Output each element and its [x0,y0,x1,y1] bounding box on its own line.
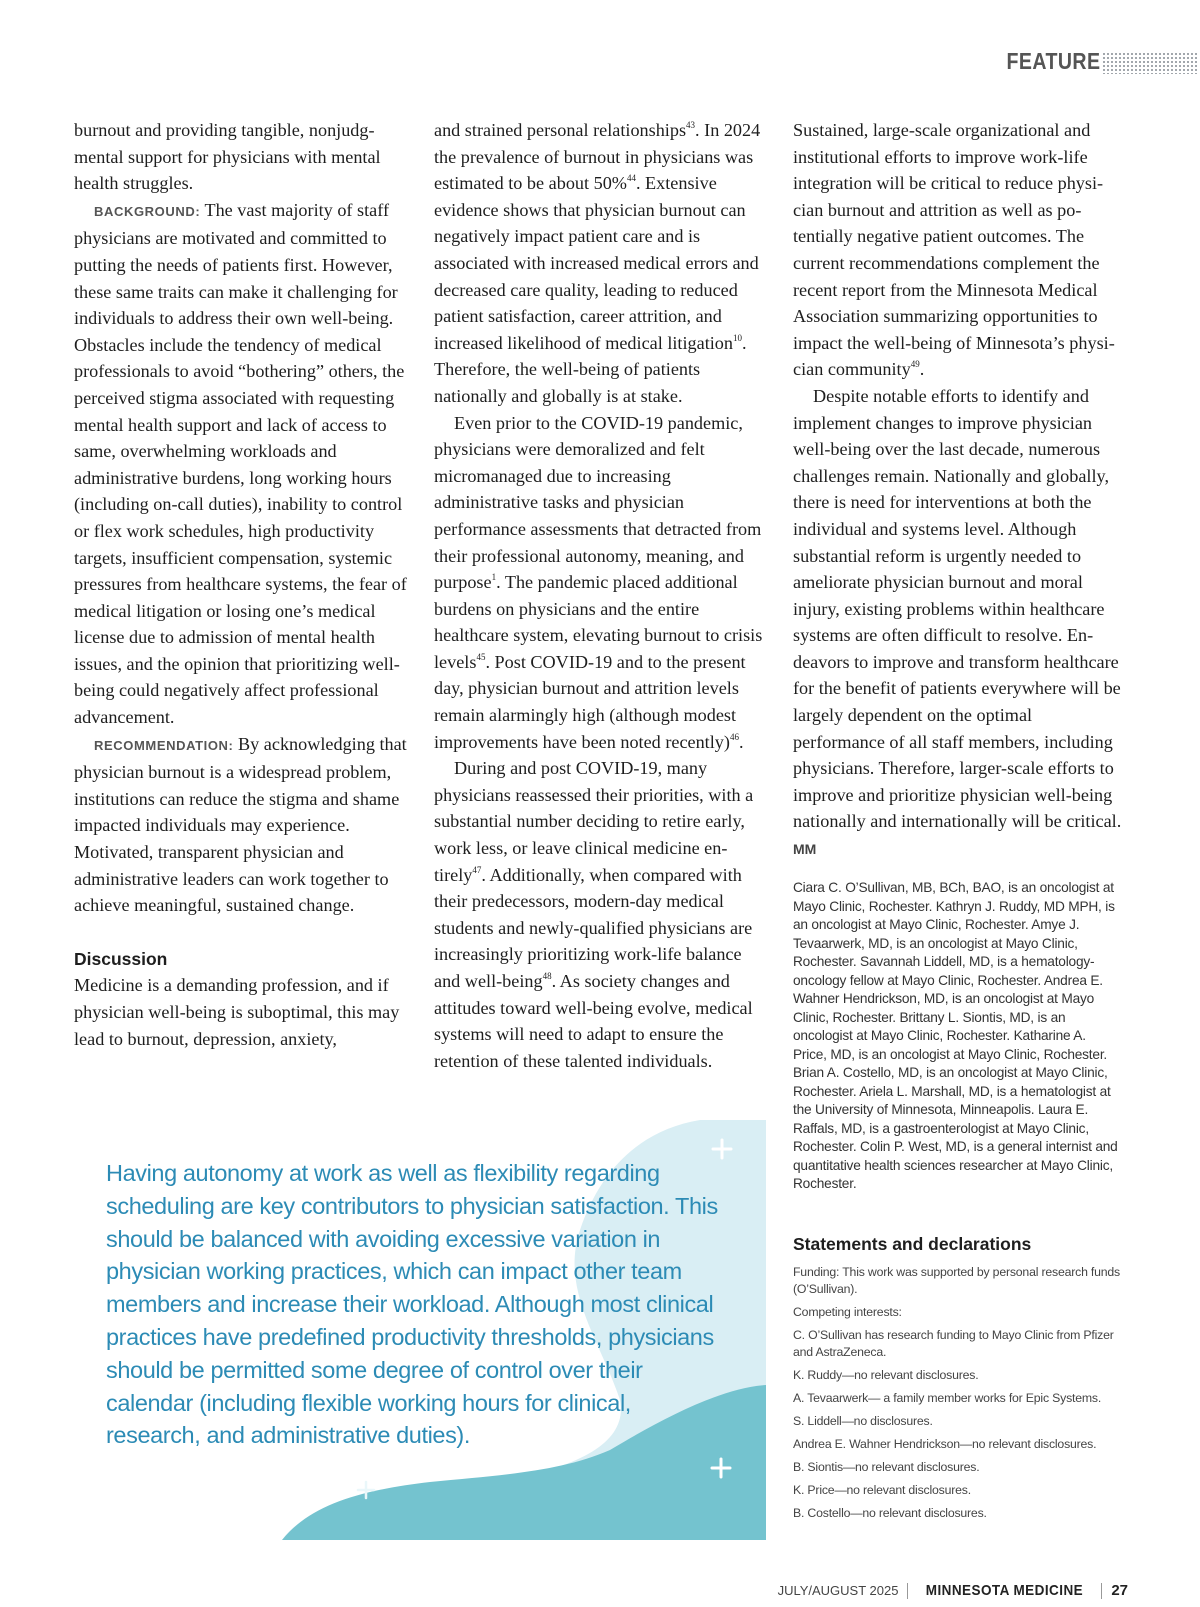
text-run: . Extensive evidence shows that physician burnout can negatively impact patient care and is associated with increased medical errors and decreased care quality, leading to reduced patient satisfaction, career attrition, and increased likelihood of medical litigation [434,173,759,353]
statement-item: Andrea E. Wahner Hendrickson—no relevant disclosures. [793,1437,1097,1451]
statement-item: A. Tevaarwerk— a family member works for Epic Systems. [793,1391,1102,1405]
col3-paragraph-2 [793,383,1127,863]
text-run: and strained personal relationships [434,120,687,140]
recommendation-label: RECOMMENDATION: [94,737,234,753]
statement-item: Competing interests: [793,1305,902,1319]
col1-paragraph-recommendation [74,731,408,919]
text-run: . The pandemic placed additional burdens on physicians and the entire healthcare system, elevating burnout to crisis levels [434,572,763,672]
text-run: Despite notable efforts to identify and implement changes to improve physician well-being over the last decade, numerous challenges remain. Nationally and globally, there is need for interventions at both the individual and systems level. Although substantial reform is urgently needed to ameliorate physician burnout and moral injury, existing problems within healthcare systems are often difficult to resolve. Endeavors to improve and transform healthcare for the benefit of patients everywhere will be largely dependent on the optimal performance of all staff members, including physicians. Therefore, larger-scale efforts to improve and prioritize physician well-being nationally and internationally will be critical. [793,385,1122,832]
reference-47: 47 [472,864,482,875]
reference-44: 44 [626,173,636,184]
author-bios: Ciara C. O’Sullivan, MB, BCh, BAO, is an oncologist at Mayo Clinic, Rochester. Kathryn J. Ruddy, MD MPH, is an oncologist at Mayo Clinic, Rochester. Amye J. Tevaarwerk, MD, is an oncologist at Mayo Clinic, Rochester. Savannah Liddell, MD, is a hematology-oncology fellow at Mayo Clinic, Rochester. Andrea E. Wahner Hendrickson, MD, is an oncologist at Mayo Clinic, Rochester. Brittany L. Siontis, MD, is an oncologist at Mayo Clinic, Rochester. Katharine A. Price, MD, is an oncologist at Mayo Clinic, Rochester. Brian A. Costello, MD, is an oncologist at Mayo Clinic, Rochester. Ariela L. Marshall, MD, is a hematologist at the University of Minnesota, Minneapolis. Laura E. Raffals, MD, is a gastroenterologist at Mayo Clinic, Rochester. Colin P. West, MD, is a general internist and quantitative health sciences researcher at Mayo Clinic, Rochester. [793,880,1118,1191]
statement-item: S. Liddell—no disclosures. [793,1414,933,1428]
background-label: BACKGROUND: [94,203,201,219]
col1-paragraph-1: burnout and providing tangible, nonjudgmental support for physicians with mental health struggles. [74,120,381,194]
statement-item: B. Costello—no relevant disclosures. [793,1506,987,1520]
end-mark: MM [793,841,817,858]
column-2 [434,117,768,1074]
column-3 [793,117,1127,863]
text-run: During and post COVID-19, many physicians reassessed their priorities, with a substantial number deciding to retire early, work less, or leave clinical medicine entirely [434,758,754,885]
text-run: Even prior to the COVID-19 pandemic, physicians were demoralized and felt micromanaged due to increasing administrative tasks and physician performance assessments that detracted from their professional autonomy, meaning, and purpose [434,412,762,593]
reference-1: 1 [491,572,497,583]
reference-49: 49 [910,359,920,370]
text-run: . Additionally, when compared with their predecessors, modern-day medical students and newly-qualified physicians are increasingly prioritizing work-life balance and well-being [434,864,753,991]
statement-item: B. Siontis—no relevant disclosures. [793,1460,980,1474]
reference-10: 10 [733,332,742,343]
issue-date: JULY/AUGUST 2025 [777,1583,899,1598]
reference-43: 43 [686,120,696,130]
reference-45: 45 [476,651,486,662]
reference-46: 46 [729,731,739,742]
text-run: . Post COVID-19 and to the present day, physician burnout and attrition levels remain alarmingly high (although modest improvements have been noted recently) [434,651,746,752]
section-label: FEATURE [1006,48,1100,74]
statements-list [793,1264,1133,1528]
col2-paragraph-1 [434,117,768,410]
publication-name: MINNESOTA MEDICINE [926,1582,1084,1599]
text-run: . As society changes and attitudes toward well-being evolve, medical systems will need to adapt to ensure the retention of these talented individuals. [434,971,753,1071]
footer-divider [907,1583,908,1599]
statement-item: C. O’Sullivan has research funding to Mayo Clinic from Pfizer and AstraZeneca. [793,1328,1114,1359]
col1-paragraph-discussion: Medicine is a demanding profession, and if physician well-being is suboptimal, this may lead to burnout, depression, anxiety, [74,975,400,1049]
statement-item: K. Price—no relevant disclosures. [793,1483,971,1497]
header-dot-pattern [1102,52,1198,74]
statement-item: K. Ruddy—no relevant disclosures. [793,1368,979,1382]
col3-paragraph-1 [793,117,1127,383]
col2-paragraph-2 [434,410,768,756]
statement-item: Funding: This work was supported by personal research funds (O’Sullivan). [793,1265,1121,1296]
statements-heading: Statements and declarations [793,1234,1032,1254]
background-text: The vast majority of staff physicians are motivated and committed to putting the needs of patients first. However, these same traits can make it challenging for individuals to address their own well-being. Obstacles include the tendency of medical professionals to avoid “bothering” others, the perceived stigma associated with requesting mental health support and lack of access to same, overwhelming workloads and administrative burdens, long working hours (including on-call duties), inability to control or flex work schedules, high productivity targets, insufficient compensation, systemic pressures from healthcare systems, the fear of medical litigation or losing one’s medical license due to admission of mental health issues, and the opinion that prioritizing well-being could negatively affect professional advancement. [74,199,407,728]
text-run: . Therefore, the well-being of patients nationally and globally is at stake. [434,332,747,406]
text-run: . [919,359,925,380]
col1-paragraph-background [74,197,408,731]
text-run: . [738,731,744,752]
column-1 [74,117,408,1052]
page-footer [778,1582,1128,1599]
col2-paragraph-3 [434,755,768,1074]
recommendation-text: By acknowledging that physician burnout is a widespread problem, institutions can reduce the stigma and shame impacted individuals may experience. Motivated, transparent physician and administrative leaders can work together to achieve meaningful, sustained change. [74,733,407,916]
text-run: Sustained, large-scale organizational and institutional efforts to improve work-life integration will be critical to reduce physician burnout and attrition as well as potentially negative patient outcomes. The current recommendations complement the recent report from the Minnesota Medical Association summarizing opportunities to impact the well-being of Minnesota’s physician community [793,120,1115,380]
page-number: 27 [1111,1582,1128,1599]
discussion-heading: Discussion [74,948,168,969]
footer-divider [1101,1583,1102,1599]
pullquote: Having autonomy at work as well as flexibility regarding scheduling are key contributors to physician satisfaction. This should be balanced with avoiding excessive variation in physician working practices, which can impact other team members and increase their workload. Although most clinical practices have predefined productivity thresholds, physicians should be permitted some degree of control over their calendar (including flexible working hours for clinical, research, and administrative duties). [106,1160,718,1449]
reference-48: 48 [542,971,552,981]
text-run: . In 2024 the prevalence of burnout in physicians was estimated to be about 50% [434,120,761,194]
